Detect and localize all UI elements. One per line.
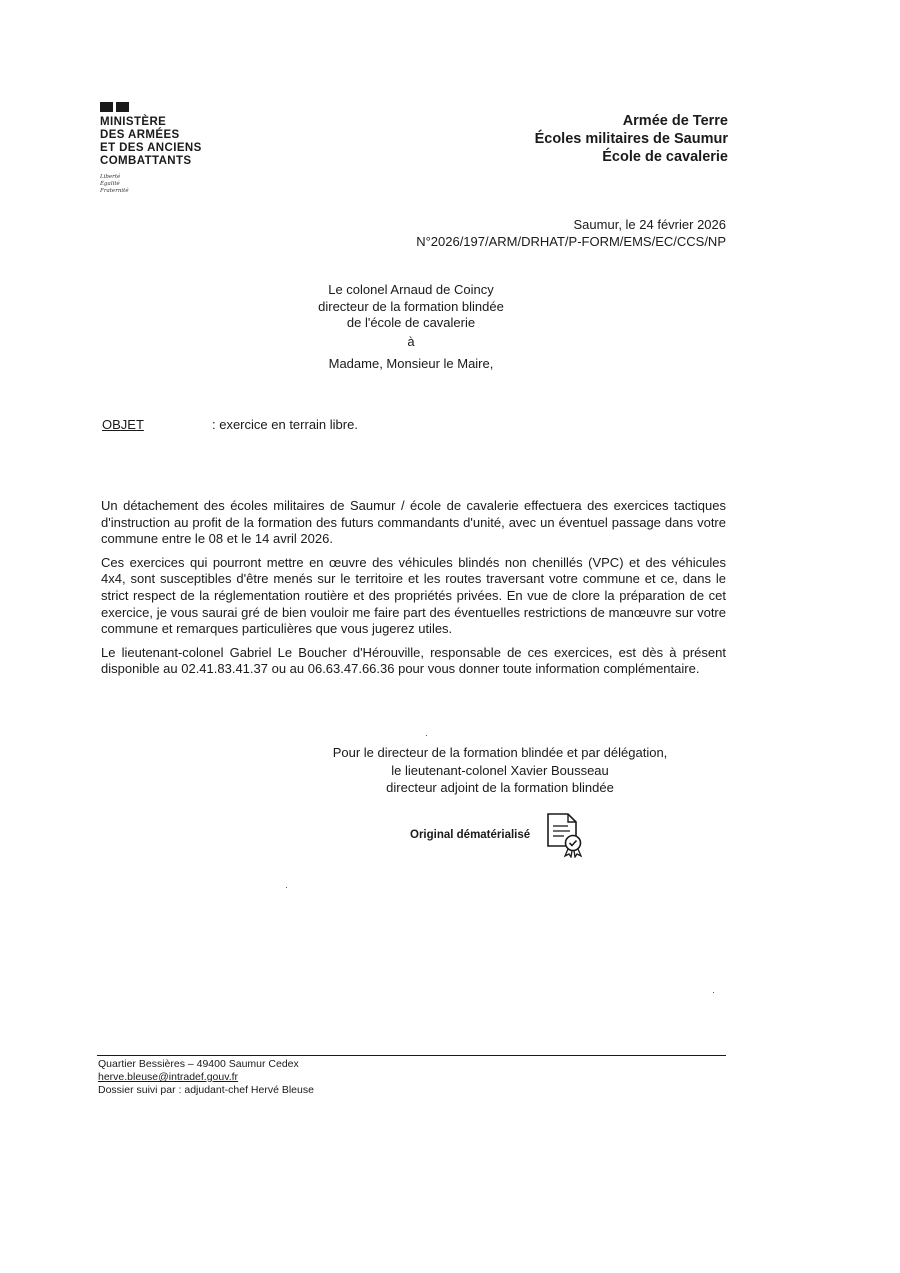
author-name: Le colonel Arnaud de Coincy [328, 282, 494, 297]
body-paragraph-1: Un détachement des écoles militaires de Saumur / école de cavalerie effectuera des exercices tactiques d'instruction au profit de la formation des futurs commandants d'unité, avec un éventuel passage dans votre commune entre le 08 et le 14 avril 2026. [101, 498, 726, 547]
footer-block [98, 1058, 314, 1097]
marianne-emblem-icon [100, 102, 250, 112]
ministry-line-3: ET DES ANCIENS [100, 142, 202, 154]
author-unit: de l'école de cavalerie [346, 315, 476, 330]
dematerialised-stamp [410, 812, 586, 858]
to-word: à [407, 333, 415, 349]
signature-line-2: le lieutenant-colonel Xavier Bousseau [391, 762, 609, 778]
sender-block [535, 112, 728, 166]
signature-line-3: directeur adjoint de la formation blindée [386, 780, 614, 795]
objet-text: : exercice en terrain libre. [212, 417, 358, 432]
signature-line-1: Pour le directeur de la formation blindée et par délégation, [332, 745, 668, 760]
motto-liberte: Liberté [100, 174, 121, 180]
dematerialised-label: Original dématérialisé [410, 829, 531, 841]
scan-speck [713, 992, 714, 993]
ministry-line-2: DES ARMÉES [100, 129, 180, 141]
footer-address: Quartier Bessières – 49400 Saumur Cedex [98, 1058, 299, 1070]
certificate-icon [544, 812, 586, 858]
sender-line-1: Armée de Terre [622, 113, 728, 129]
motto-fraternite: Fraternité [100, 188, 129, 194]
from-to-block [300, 282, 522, 373]
footer-email-link[interactable]: herve.bleuse@intradef.gouv.fr [98, 1071, 239, 1083]
place-date: Saumur, le 24 février 2026 [573, 217, 726, 232]
scan-speck [286, 887, 287, 888]
signature-block [300, 744, 700, 797]
ministry-line-1: MINISTÈRE [100, 116, 167, 128]
motto-egalite: Égalité [100, 181, 120, 187]
republic-motto [100, 174, 250, 195]
objet-line [102, 417, 358, 433]
ministry-line-4: COMBATTANTS [100, 155, 192, 167]
body-paragraph-2: Ces exercices qui pourront mettre en œuvre des véhicules blindés non chenillés (VPC) et des véhicules 4x4, sont susceptibles d'être menés sur le territoire et les routes traversant votre commune et ce, dans le strict respect de la réglementation routière et des propriétés privées. En vue de clore la préparation de cet exercice, je vous saurai gré de bien vouloir me faire part des éventuelles restrictions de manœuvre sur votre commune et remarques particulières que vous jugerez utiles. [101, 554, 726, 637]
ministry-logo-block [100, 102, 250, 195]
recipient: Madame, Monsieur le Maire, [328, 356, 494, 371]
letter-body [101, 498, 726, 685]
author-title: directeur de la formation blindée [318, 298, 504, 314]
ministry-name [100, 116, 250, 168]
sender-line-3: École de cavalerie [602, 149, 728, 165]
sender-line-2: Écoles militaires de Saumur [534, 131, 728, 147]
reference-number: N°2026/197/ARM/DRHAT/P-FORM/EMS/EC/CCS/NP [416, 234, 726, 249]
objet-label: OBJET [102, 417, 144, 432]
scan-speck [426, 735, 427, 736]
body-paragraph-3: Le lieutenant-colonel Gabriel Le Boucher d'Hérouville, responsable de ces exercices, est dès à présent disponible au 02.41.83.41.37 ou au 06.63.47.66.36 pour vous donner toute information complémentaire. [101, 644, 726, 677]
footer-dossier: Dossier suivi par : adjudant-chef Hervé Bleuse [98, 1084, 314, 1096]
footer-divider [97, 1055, 726, 1056]
date-reference-block [416, 216, 726, 250]
